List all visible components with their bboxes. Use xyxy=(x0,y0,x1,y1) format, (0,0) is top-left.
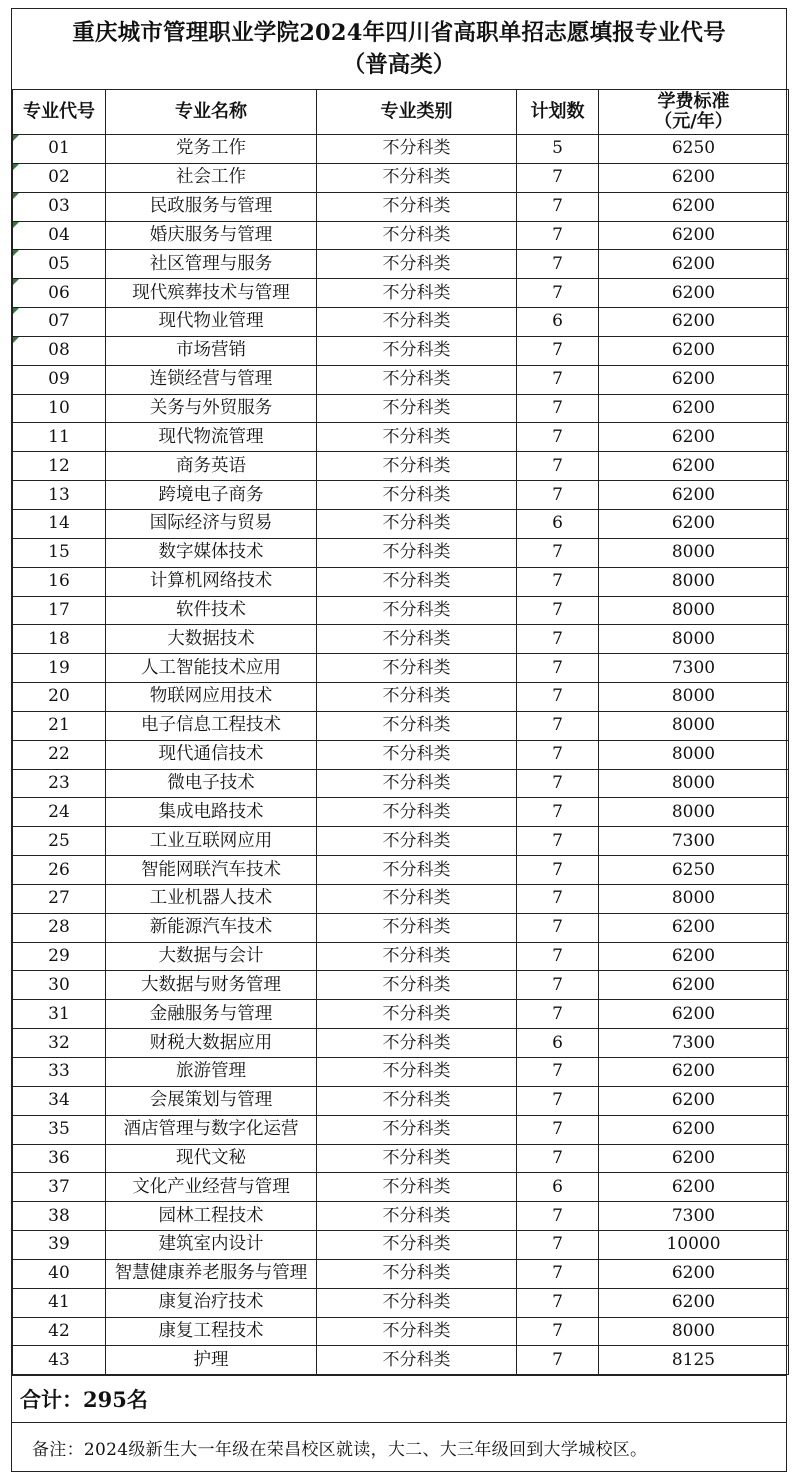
cell-marker-icon xyxy=(13,250,19,256)
cell-code: 06 xyxy=(13,279,106,308)
table-row xyxy=(13,798,789,827)
cell-code: 24 xyxy=(13,798,106,827)
table-row xyxy=(13,913,789,942)
cell-fee: 6200 xyxy=(599,509,789,538)
cell-plan: 7 xyxy=(517,423,599,452)
header-plan: 计划数 xyxy=(517,90,599,135)
cell-category: 不分科类 xyxy=(317,625,517,654)
cell-plan: 7 xyxy=(517,1144,599,1173)
cell-plan: 7 xyxy=(517,279,599,308)
enrollment-sheet xyxy=(11,8,787,1472)
cell-plan: 7 xyxy=(517,1231,599,1260)
cell-category: 不分科类 xyxy=(317,711,517,740)
cell-plan: 7 xyxy=(517,683,599,712)
table-row xyxy=(13,1000,789,1029)
cell-plan: 6 xyxy=(517,509,599,538)
cell-fee: 6200 xyxy=(599,1259,789,1288)
table-row xyxy=(13,827,789,856)
table-row xyxy=(13,1202,789,1231)
header-name: 专业名称 xyxy=(106,90,317,135)
cell-plan: 7 xyxy=(517,163,599,192)
table-row xyxy=(13,1058,789,1087)
cell-name: 大数据与会计 xyxy=(106,942,317,971)
table-row xyxy=(13,365,789,394)
cell-category: 不分科类 xyxy=(317,394,517,423)
cell-name: 电子信息工程技术 xyxy=(106,711,317,740)
table-row xyxy=(13,509,789,538)
cell-code: 33 xyxy=(13,1058,106,1087)
cell-code: 01 xyxy=(13,135,106,164)
cell-category: 不分科类 xyxy=(317,509,517,538)
cell-name: 现代物流管理 xyxy=(106,423,317,452)
cell-category: 不分科类 xyxy=(317,884,517,913)
cell-plan: 7 xyxy=(517,1317,599,1346)
cell-fee: 6200 xyxy=(599,1288,789,1317)
cell-name: 新能源汽车技术 xyxy=(106,913,317,942)
cell-name: 护理 xyxy=(106,1346,317,1375)
cell-plan: 7 xyxy=(517,1346,599,1375)
cell-category: 不分科类 xyxy=(317,250,517,279)
header-fee xyxy=(599,90,789,135)
cell-code: 16 xyxy=(13,567,106,596)
cell-fee: 8000 xyxy=(599,538,789,567)
cell-name: 现代通信技术 xyxy=(106,740,317,769)
table-row xyxy=(13,1029,789,1058)
table-row xyxy=(13,163,789,192)
table-row xyxy=(13,971,789,1000)
cell-category: 不分科类 xyxy=(317,452,517,481)
table-row xyxy=(13,1346,789,1375)
cell-code: 04 xyxy=(13,221,106,250)
cell-name: 工业机器人技术 xyxy=(106,884,317,913)
cell-category: 不分科类 xyxy=(317,538,517,567)
cell-name: 财税大数据应用 xyxy=(106,1029,317,1058)
cell-name: 工业互联网应用 xyxy=(106,827,317,856)
cell-plan: 7 xyxy=(517,1288,599,1317)
cell-category: 不分科类 xyxy=(317,913,517,942)
cell-code: 28 xyxy=(13,913,106,942)
cell-category: 不分科类 xyxy=(317,1000,517,1029)
cell-name: 大数据技术 xyxy=(106,625,317,654)
cell-fee: 8000 xyxy=(599,711,789,740)
header-fee-line1: 学费标准 xyxy=(657,91,730,112)
cell-fee: 6200 xyxy=(599,913,789,942)
cell-code: 26 xyxy=(13,856,106,885)
cell-code: 29 xyxy=(13,942,106,971)
cell-category: 不分科类 xyxy=(317,769,517,798)
cell-name: 现代物业管理 xyxy=(106,308,317,337)
table-row xyxy=(13,654,789,683)
cell-category: 不分科类 xyxy=(317,740,517,769)
cell-plan: 7 xyxy=(517,336,599,365)
cell-fee: 8000 xyxy=(599,596,789,625)
cell-fee: 8000 xyxy=(599,567,789,596)
table-row xyxy=(13,1259,789,1288)
table-row xyxy=(13,135,789,164)
table-row xyxy=(13,1173,789,1202)
cell-plan: 7 xyxy=(517,1086,599,1115)
cell-fee: 8000 xyxy=(599,625,789,654)
table-row xyxy=(13,1317,789,1346)
cell-name: 人工智能技术应用 xyxy=(106,654,317,683)
cell-code: 14 xyxy=(13,509,106,538)
cell-plan: 6 xyxy=(517,1173,599,1202)
cell-name: 社区管理与服务 xyxy=(106,250,317,279)
cell-category: 不分科类 xyxy=(317,1115,517,1144)
cell-plan: 7 xyxy=(517,711,599,740)
cell-fee: 6200 xyxy=(599,452,789,481)
cell-fee: 6200 xyxy=(599,942,789,971)
cell-category: 不分科类 xyxy=(317,163,517,192)
cell-plan: 5 xyxy=(517,135,599,164)
cell-name: 园林工程技术 xyxy=(106,1202,317,1231)
table-row xyxy=(13,856,789,885)
table-row xyxy=(13,394,789,423)
cell-fee: 6200 xyxy=(599,481,789,510)
table-row xyxy=(13,423,789,452)
cell-code: 41 xyxy=(13,1288,106,1317)
cell-name: 会展策划与管理 xyxy=(106,1086,317,1115)
cell-name: 婚庆服务与管理 xyxy=(106,221,317,250)
cell-code: 40 xyxy=(13,1259,106,1288)
cell-category: 不分科类 xyxy=(317,856,517,885)
cell-fee: 6200 xyxy=(599,971,789,1000)
cell-name: 微电子技术 xyxy=(106,769,317,798)
cell-category: 不分科类 xyxy=(317,827,517,856)
cell-name: 集成电路技术 xyxy=(106,798,317,827)
cell-code: 38 xyxy=(13,1202,106,1231)
cell-category: 不分科类 xyxy=(317,1173,517,1202)
table-row xyxy=(13,1086,789,1115)
cell-code: 36 xyxy=(13,1144,106,1173)
cell-fee: 6200 xyxy=(599,336,789,365)
majors-table xyxy=(12,89,789,1375)
cell-name: 市场营销 xyxy=(106,336,317,365)
cell-category: 不分科类 xyxy=(317,192,517,221)
cell-name: 商务英语 xyxy=(106,452,317,481)
cell-plan: 7 xyxy=(517,971,599,1000)
cell-code: 17 xyxy=(13,596,106,625)
cell-plan: 7 xyxy=(517,798,599,827)
cell-fee: 7300 xyxy=(599,827,789,856)
cell-category: 不分科类 xyxy=(317,336,517,365)
page-subtitle: （普高类） xyxy=(342,52,456,78)
cell-plan: 7 xyxy=(517,1259,599,1288)
cell-category: 不分科类 xyxy=(317,1259,517,1288)
cell-name: 党务工作 xyxy=(106,135,317,164)
cell-plan: 6 xyxy=(517,1029,599,1058)
cell-fee: 6250 xyxy=(599,135,789,164)
cell-fee: 6200 xyxy=(599,1173,789,1202)
cell-name: 数字媒体技术 xyxy=(106,538,317,567)
cell-category: 不分科类 xyxy=(317,221,517,250)
cell-fee: 6200 xyxy=(599,163,789,192)
cell-category: 不分科类 xyxy=(317,481,517,510)
total-count: 合计：295名 xyxy=(12,1375,786,1422)
cell-category: 不分科类 xyxy=(317,1231,517,1260)
cell-fee: 7300 xyxy=(599,1029,789,1058)
table-row xyxy=(13,481,789,510)
cell-name: 旅游管理 xyxy=(106,1058,317,1087)
cell-name: 康复治疗技术 xyxy=(106,1288,317,1317)
cell-fee: 6200 xyxy=(599,394,789,423)
cell-name: 智慧健康养老服务与管理 xyxy=(106,1259,317,1288)
cell-name: 现代殡葬技术与管理 xyxy=(106,279,317,308)
cell-code: 19 xyxy=(13,654,106,683)
cell-fee: 6200 xyxy=(599,1086,789,1115)
table-row xyxy=(13,221,789,250)
cell-fee: 10000 xyxy=(599,1231,789,1260)
cell-code: 23 xyxy=(13,769,106,798)
table-row xyxy=(13,192,789,221)
cell-fee: 8000 xyxy=(599,798,789,827)
cell-code: 34 xyxy=(13,1086,106,1115)
cell-plan: 7 xyxy=(517,596,599,625)
cell-plan: 6 xyxy=(517,308,599,337)
cell-fee: 8125 xyxy=(599,1346,789,1375)
cell-name: 社会工作 xyxy=(106,163,317,192)
cell-plan: 7 xyxy=(517,654,599,683)
cell-fee: 8000 xyxy=(599,683,789,712)
table-row xyxy=(13,1288,789,1317)
cell-plan: 7 xyxy=(517,365,599,394)
cell-fee: 6200 xyxy=(599,221,789,250)
table-row xyxy=(13,538,789,567)
cell-category: 不分科类 xyxy=(317,279,517,308)
cell-fee: 6200 xyxy=(599,423,789,452)
cell-code: 39 xyxy=(13,1231,106,1260)
header-category: 专业类别 xyxy=(317,90,517,135)
cell-name: 大数据与财务管理 xyxy=(106,971,317,1000)
cell-plan: 7 xyxy=(517,625,599,654)
cell-plan: 7 xyxy=(517,538,599,567)
cell-plan: 7 xyxy=(517,1058,599,1087)
cell-marker-icon xyxy=(13,337,19,343)
cell-marker-icon xyxy=(13,279,19,285)
cell-marker-icon xyxy=(13,222,19,228)
cell-fee: 6200 xyxy=(599,192,789,221)
cell-name: 智能网联汽车技术 xyxy=(106,856,317,885)
cell-code: 42 xyxy=(13,1317,106,1346)
table-row xyxy=(13,740,789,769)
table-row xyxy=(13,884,789,913)
cell-fee: 6200 xyxy=(599,365,789,394)
cell-code: 22 xyxy=(13,740,106,769)
cell-code: 05 xyxy=(13,250,106,279)
cell-category: 不分科类 xyxy=(317,1202,517,1231)
cell-fee: 8000 xyxy=(599,740,789,769)
table-row xyxy=(13,683,789,712)
cell-marker-icon xyxy=(13,135,19,141)
cell-code: 07 xyxy=(13,308,106,337)
cell-code: 15 xyxy=(13,538,106,567)
cell-fee: 6200 xyxy=(599,1000,789,1029)
cell-marker-icon xyxy=(13,164,19,170)
cell-name: 现代文秘 xyxy=(106,1144,317,1173)
cell-plan: 7 xyxy=(517,1000,599,1029)
cell-name: 关务与外贸服务 xyxy=(106,394,317,423)
table-row xyxy=(13,596,789,625)
cell-fee: 6200 xyxy=(599,1144,789,1173)
cell-code: 10 xyxy=(13,394,106,423)
cell-code: 35 xyxy=(13,1115,106,1144)
title-block xyxy=(12,9,786,89)
cell-plan: 7 xyxy=(517,250,599,279)
cell-category: 不分科类 xyxy=(317,308,517,337)
cell-plan: 7 xyxy=(517,221,599,250)
table-row xyxy=(13,769,789,798)
cell-name: 建筑室内设计 xyxy=(106,1231,317,1260)
cell-plan: 7 xyxy=(517,942,599,971)
cell-category: 不分科类 xyxy=(317,1144,517,1173)
table-header-row xyxy=(13,90,789,135)
cell-code: 21 xyxy=(13,711,106,740)
cell-fee: 7300 xyxy=(599,1202,789,1231)
cell-plan: 7 xyxy=(517,884,599,913)
cell-plan: 7 xyxy=(517,394,599,423)
cell-fee: 6200 xyxy=(599,250,789,279)
cell-name: 跨境电子商务 xyxy=(106,481,317,510)
cell-plan: 7 xyxy=(517,856,599,885)
cell-code: 02 xyxy=(13,163,106,192)
page-title: 重庆城市管理职业学院2024年四川省高职单招志愿填报专业代号 xyxy=(72,20,726,46)
cell-code: 43 xyxy=(13,1346,106,1375)
cell-category: 不分科类 xyxy=(317,798,517,827)
cell-name: 金融服务与管理 xyxy=(106,1000,317,1029)
table-row xyxy=(13,1144,789,1173)
cell-category: 不分科类 xyxy=(317,423,517,452)
cell-category: 不分科类 xyxy=(317,683,517,712)
cell-category: 不分科类 xyxy=(317,654,517,683)
cell-code: 32 xyxy=(13,1029,106,1058)
header-code: 专业代号 xyxy=(13,90,106,135)
cell-name: 计算机网络技术 xyxy=(106,567,317,596)
table-row xyxy=(13,279,789,308)
cell-category: 不分科类 xyxy=(317,1058,517,1087)
cell-code: 27 xyxy=(13,884,106,913)
cell-name: 国际经济与贸易 xyxy=(106,509,317,538)
cell-fee: 6250 xyxy=(599,856,789,885)
cell-plan: 7 xyxy=(517,913,599,942)
table-row xyxy=(13,625,789,654)
table-row xyxy=(13,567,789,596)
cell-plan: 7 xyxy=(517,827,599,856)
table-row xyxy=(13,711,789,740)
header-fee-line2: （元/年） xyxy=(654,111,733,132)
cell-name: 酒店管理与数字化运营 xyxy=(106,1115,317,1144)
cell-code: 09 xyxy=(13,365,106,394)
cell-fee: 6200 xyxy=(599,1115,789,1144)
cell-code: 31 xyxy=(13,1000,106,1029)
cell-name: 物联网应用技术 xyxy=(106,683,317,712)
cell-category: 不分科类 xyxy=(317,567,517,596)
cell-fee: 6200 xyxy=(599,308,789,337)
cell-code: 03 xyxy=(13,192,106,221)
cell-code: 30 xyxy=(13,971,106,1000)
cell-plan: 7 xyxy=(517,481,599,510)
cell-category: 不分科类 xyxy=(317,1346,517,1375)
cell-category: 不分科类 xyxy=(317,942,517,971)
cell-category: 不分科类 xyxy=(317,1288,517,1317)
cell-category: 不分科类 xyxy=(317,971,517,1000)
table-row xyxy=(13,308,789,337)
cell-fee: 8000 xyxy=(599,1317,789,1346)
cell-category: 不分科类 xyxy=(317,1317,517,1346)
cell-fee: 6200 xyxy=(599,1058,789,1087)
cell-code: 12 xyxy=(13,452,106,481)
cell-plan: 7 xyxy=(517,192,599,221)
table-row xyxy=(13,942,789,971)
cell-fee: 7300 xyxy=(599,654,789,683)
table-row xyxy=(13,1115,789,1144)
cell-fee: 6200 xyxy=(599,279,789,308)
cell-plan: 7 xyxy=(517,769,599,798)
cell-name: 民政服务与管理 xyxy=(106,192,317,221)
cell-category: 不分科类 xyxy=(317,596,517,625)
cell-category: 不分科类 xyxy=(317,365,517,394)
cell-name: 康复工程技术 xyxy=(106,1317,317,1346)
cell-code: 08 xyxy=(13,336,106,365)
cell-name: 连锁经营与管理 xyxy=(106,365,317,394)
cell-fee: 8000 xyxy=(599,769,789,798)
table-row xyxy=(13,452,789,481)
cell-code: 37 xyxy=(13,1173,106,1202)
cell-marker-icon xyxy=(13,308,19,314)
cell-plan: 7 xyxy=(517,1115,599,1144)
cell-plan: 7 xyxy=(517,1202,599,1231)
cell-code: 13 xyxy=(13,481,106,510)
cell-category: 不分科类 xyxy=(317,1086,517,1115)
table-row xyxy=(13,1231,789,1260)
cell-name: 软件技术 xyxy=(106,596,317,625)
cell-code: 11 xyxy=(13,423,106,452)
cell-code: 18 xyxy=(13,625,106,654)
table-row xyxy=(13,336,789,365)
table-row xyxy=(13,250,789,279)
cell-marker-icon xyxy=(13,193,19,199)
table-body xyxy=(13,135,789,1375)
cell-category: 不分科类 xyxy=(317,1029,517,1058)
footnote: 备注：2024级新生大一年级在荣昌校区就读，大二、大三年级回到大学城校区。 xyxy=(12,1422,786,1471)
cell-fee: 8000 xyxy=(599,884,789,913)
cell-plan: 7 xyxy=(517,452,599,481)
cell-name: 文化产业经营与管理 xyxy=(106,1173,317,1202)
cell-category: 不分科类 xyxy=(317,135,517,164)
cell-plan: 7 xyxy=(517,740,599,769)
cell-code: 20 xyxy=(13,683,106,712)
cell-code: 25 xyxy=(13,827,106,856)
cell-plan: 7 xyxy=(517,567,599,596)
